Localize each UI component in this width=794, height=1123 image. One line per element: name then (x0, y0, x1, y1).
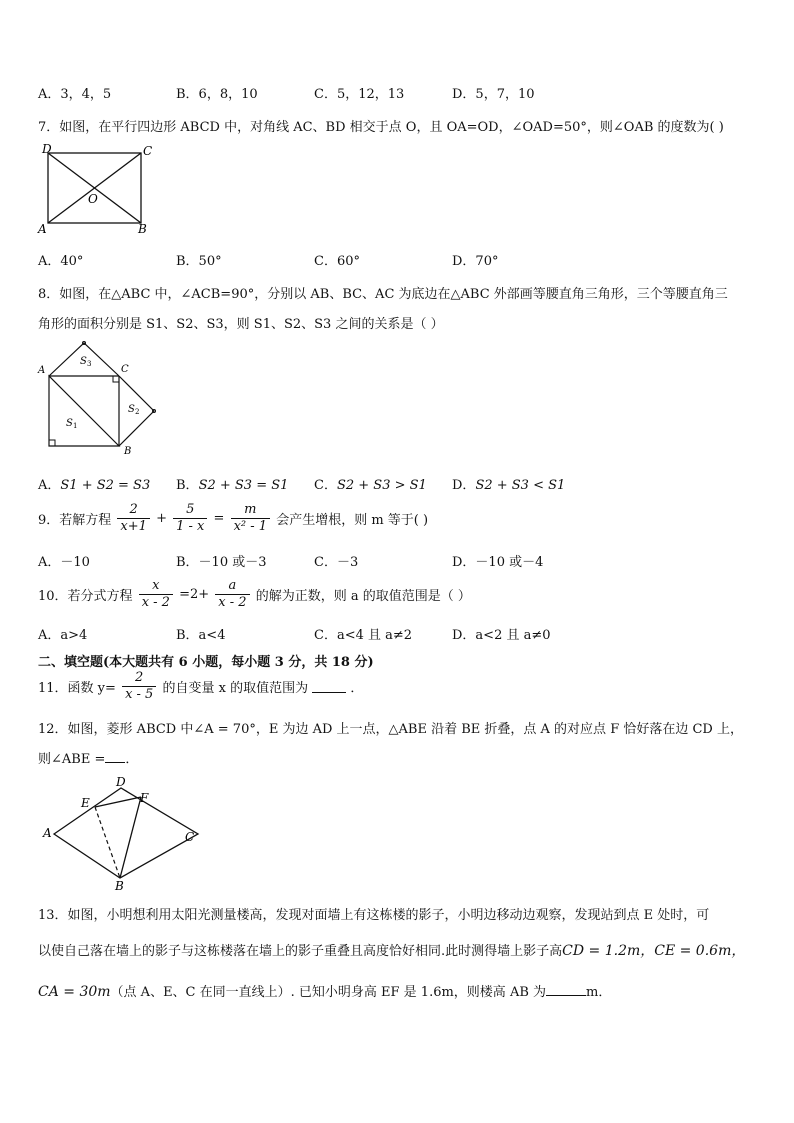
q6-option-b: B．6，8，10 (176, 87, 258, 102)
label-c: C (185, 830, 195, 844)
q8-options (38, 474, 758, 492)
q10-option-a: A．a>4 (38, 628, 88, 643)
q9-option-a: A．－10 (38, 555, 90, 570)
q12-text-line1: 12．如图，菱形 ABCD 中∠A = 70°，E 为边 AD 上一点，△ABE 沿着 BE 折叠，点 A 的对应点 F 恰好落在边 CD 上， (38, 722, 743, 737)
section-2-heading: 二、填空题(本大题共有 6 小题，每小题 3 分，共 18 分) (38, 655, 374, 670)
q13-text-line2: 以使自己落在墙上的影子与这栋楼落在墙上的影子重叠且高度恰好相同.此时测得墙上影子高CD = 1.2m，CE = 0.6m， (38, 943, 746, 959)
label-f: F (140, 791, 149, 805)
label-b: B (138, 222, 147, 236)
label-b: B (115, 879, 124, 892)
q9-fraction-2: $\frac{5}{1 - x}$ (173, 502, 207, 535)
q10-options (38, 624, 758, 642)
rhombus-abcd (54, 788, 198, 878)
segment-be-dashed (95, 807, 120, 878)
q6-option-d: D．5，7，10 (452, 87, 535, 102)
q7-option-b: B．50° (176, 254, 222, 269)
q8-option-b: B．S2 + S3 = S1 (176, 478, 289, 493)
q13-text-line1: 13．如图，小明想利用太阳光测量楼高，发现对面墙上有这栋楼的影子，小明边移动边观察，发现站到点 E 处时，可 (38, 908, 710, 923)
label-c: C (121, 364, 129, 375)
q10-option-b: B．a<4 (176, 628, 226, 643)
q11-answer-blank (312, 680, 346, 693)
q10-fraction-2: $\frac{a}{x - 2}$ (215, 578, 249, 611)
label-s3-sub: 3 (87, 360, 92, 368)
q10-fraction-1: $\frac{x}{x - 2}$ (139, 578, 173, 611)
label-b: B (124, 446, 132, 457)
label-d: D (42, 142, 52, 156)
q10-text: 10．若分式方程 $\frac{x}{x - 2}$ =2+ $\frac{a}{x - 2}$ 的解为正数，则 a 的取值范围是（ ） (38, 578, 471, 610)
q6-option-c: C．5，12，13 (314, 87, 405, 102)
q10-option-d: D．a<2 且 a≠0 (452, 628, 551, 643)
label-d: D (116, 775, 126, 789)
q11-fraction: $\frac{2}{x - 5}$ (122, 670, 156, 703)
q7-option-d: D．70° (452, 254, 499, 269)
q11-text: 11．函数 y= $\frac{2}{x - 5}$ 的自变量 x 的取值范围为 ． (38, 670, 364, 702)
q8-option-a: A．S1 + S2 = S3 (38, 478, 151, 493)
label-s2-sub: 2 (135, 408, 140, 416)
label-a: A (38, 365, 46, 376)
q9-options (38, 551, 758, 569)
label-a: A (38, 222, 47, 236)
q6-options (38, 83, 758, 101)
label-c: C (143, 144, 153, 158)
q7-option-a: A．40° (38, 254, 84, 269)
label-a: A (43, 826, 52, 840)
q13-text-line3: CA = 30m（点 A、E、C 在同一直线上）. 已知小明身高 EF 是 1.6m，则楼高 AB 为 m． (38, 984, 612, 1000)
q7-text: 7．如图，在平行四边形 ABCD 中，对角线 AC、BD 相交于点 O，且 OA=OD，∠OAD=50°，则∠OAB 的度数为( ) (38, 120, 724, 135)
label-s1: S (66, 418, 73, 429)
q9-option-c: C．－3 (314, 555, 359, 570)
q7-option-c: C．60° (314, 254, 360, 269)
q8-text-line2: 角形的面积分别是 S1、S2、S3，则 S1、S2、S3 之间的关系是（ ） (38, 317, 444, 332)
q9-option-d: D．－10 或－4 (452, 555, 544, 570)
segment-ef (95, 797, 141, 807)
q7-options (38, 250, 758, 268)
q8-option-c: C．S2 + S3 > S1 (314, 478, 427, 493)
label-s3: S (80, 356, 87, 367)
q12-figure (38, 774, 208, 892)
q7-figure (34, 140, 164, 240)
q9-option-b: B．－10 或－3 (176, 555, 267, 570)
q13-answer-blank (546, 983, 586, 996)
q8-text-line1: 8．如图，在△ABC 中，∠ACB=90°，分别以 AB、BC、AC 为底边在△ABC 外部画等腰直角三角形，三个等腰直角三 (38, 287, 728, 302)
label-s2: S (128, 404, 135, 415)
q12-answer-blank (105, 750, 125, 763)
segment-bf (120, 797, 141, 878)
q9-text: 9．若解方程 $\frac{2}{x+1}$ + $\frac{5}{1 - x}$ = $\frac{m}{\text{x² - 1}}$ 会产生增根，则 m 等于( ) (38, 502, 429, 534)
q8-figure (34, 338, 164, 458)
q8-option-d: D．S2 + S3 < S1 (452, 478, 566, 493)
label-s1-sub: 1 (73, 422, 78, 430)
q12-text-line2: 则∠ABE = ． (38, 752, 139, 767)
q6-option-a: A．3，4，5 (38, 87, 112, 102)
q10-option-c: C．a<4 且 a≠2 (314, 628, 413, 643)
q9-fraction-3: $\frac{m}{\text{x² - 1}}$ (231, 502, 270, 535)
label-e: E (81, 796, 90, 810)
q9-fraction-1: $\frac{2}{x+1}$ (117, 502, 150, 535)
label-o: O (88, 192, 98, 206)
